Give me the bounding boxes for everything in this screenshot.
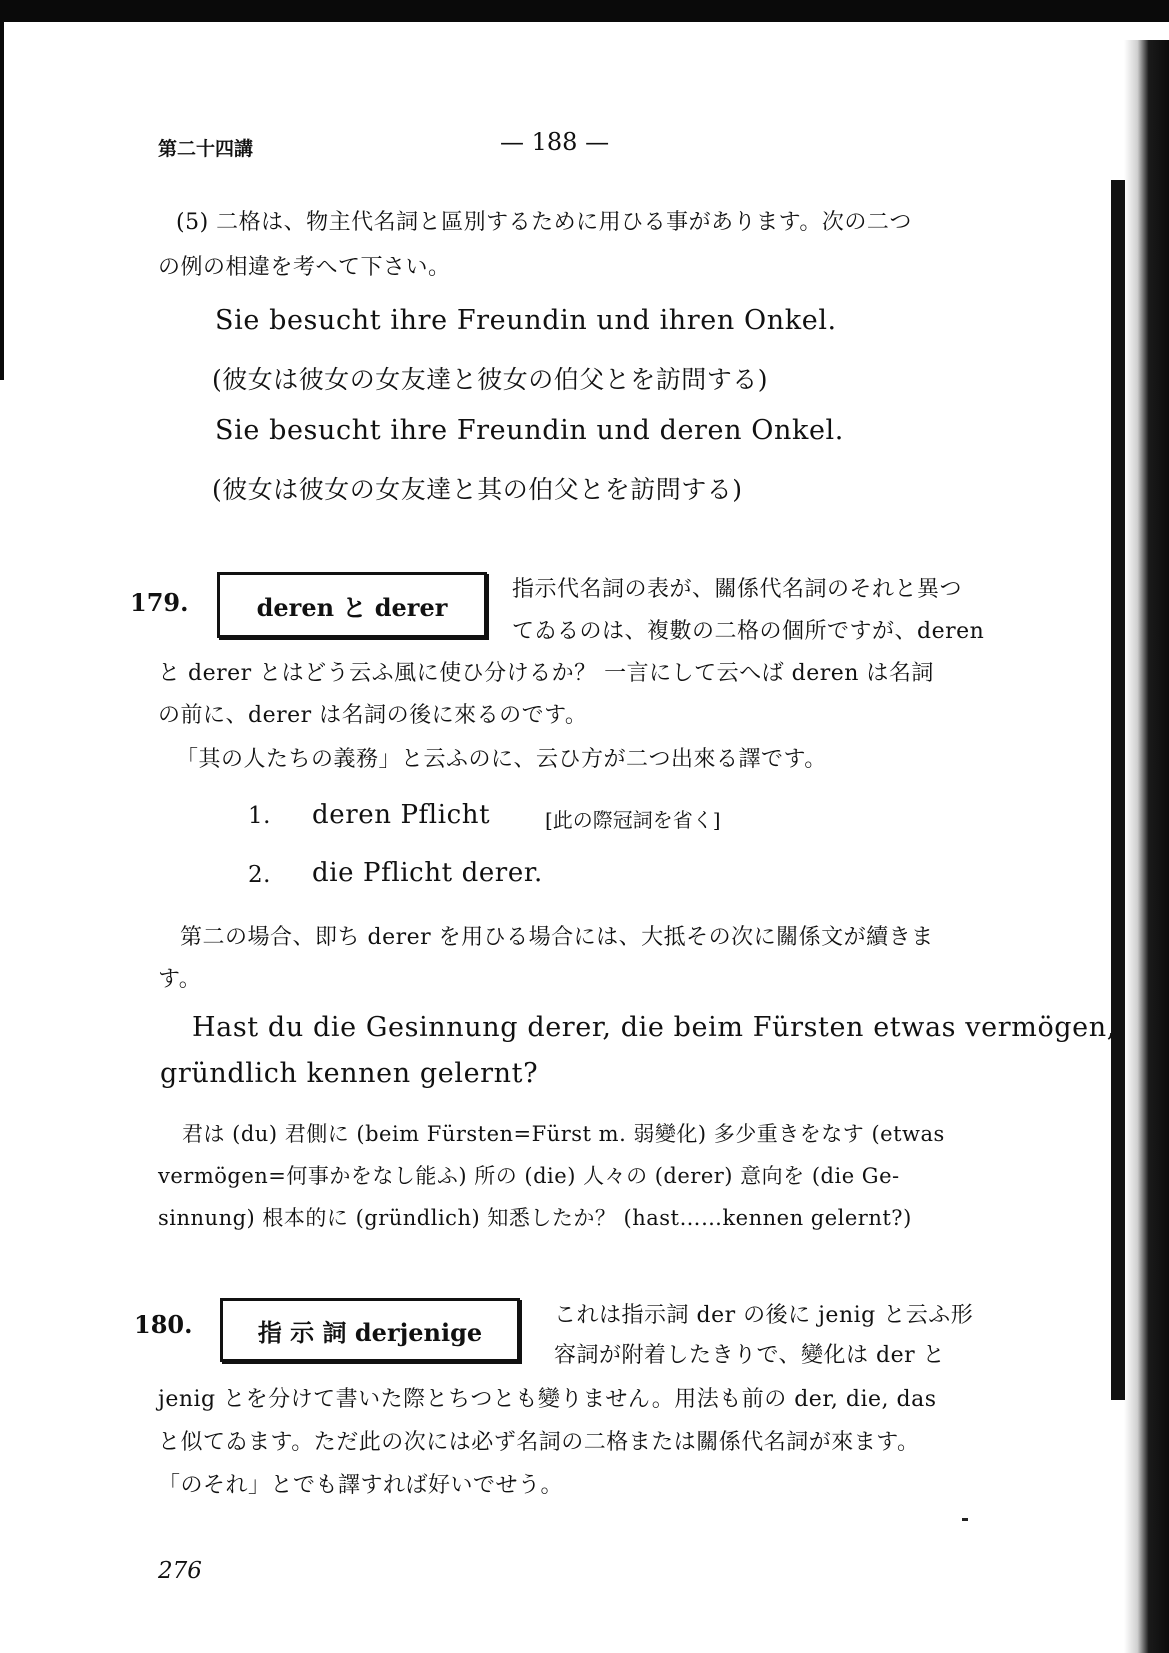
example-translation: (彼女は彼女の女友達と彼女の伯父とを訪問する) <box>212 365 769 394</box>
gloss-line: 君は (du) 君側に (beim Fürsten=Fürst m. 弱變化) 多少重きをなす (etwas <box>182 1122 945 1146</box>
example-german: Hast du die Gesinnung derer, die beim Fürsten etwas vermögen, <box>192 1012 1116 1043</box>
scan-spine-shadow <box>1111 180 1125 1400</box>
list-item-number: 2. <box>248 862 271 888</box>
list-item-number: 1. <box>248 803 271 829</box>
paragraph-line: 「のそれ」とでも譯すれば好いでせう。 <box>158 1473 564 1498</box>
ink-speck <box>962 1518 968 1521</box>
example-german: gründlich kennen gelernt? <box>160 1058 539 1089</box>
example-german: Sie besucht ihre Freundin und ihren Onkel. <box>215 305 837 336</box>
list-item-note: [此の際冠詞を省く] <box>545 808 721 832</box>
paragraph-line: と derer とはどう云ふ風に使ひ分けるか？ 一言にして云へば deren は名詞 <box>158 661 934 686</box>
paragraph-line: 容詞が附着したきりで、變化は der と <box>554 1343 946 1368</box>
section-title: deren と derer <box>256 592 448 622</box>
scan-right-edge <box>1124 40 1169 1653</box>
paragraph-line: の前に、derer は名詞の後に來るのです。 <box>158 703 588 728</box>
gloss-line: sinnung) 根本的に (gründlich) 知悉したか？ (hast……kennen gelernt?) <box>158 1206 912 1230</box>
paragraph-line: てゐるのは、複數の二格の個所ですが、deren <box>512 619 985 644</box>
page-number-header: — 188 — <box>500 128 610 156</box>
example-german: Sie besucht ihre Freundin und deren Onkel. <box>215 415 844 446</box>
list-item-text: die Pflicht derer. <box>312 858 543 888</box>
paragraph-line: 「其の人たちの義務」と云ふのに、云ひ方が二つ出來る譯です。 <box>176 747 827 772</box>
section-title-box <box>220 1298 520 1362</box>
paragraph-line: 第二の場合、即ち derer を用ひる場合には、大抵その次に關係文が續きま <box>180 925 934 950</box>
section-number: 179. <box>130 588 189 617</box>
paragraph-line: これは指示詞 der の後に jenig と云ふ形 <box>554 1303 974 1328</box>
section-title: 指 示 詞 derjenige <box>257 1317 483 1347</box>
paragraph-line: と似てゐます。ただ此の次には必ず名詞の二格または關係代名詞が來ます。 <box>158 1430 920 1455</box>
paragraph-line: の例の相違を考へて下さい。 <box>158 255 451 280</box>
scan-top-border <box>0 0 1169 22</box>
paragraph-line: (5) 二格は、物主代名詞と區別するために用ひる事があります。次の二つ <box>176 210 912 235</box>
chapter-heading: 第二十四講 <box>158 138 254 160</box>
scan-left-border <box>0 0 4 380</box>
gloss-line: vermögen=何事かをなし能ふ) 所の (die) 人々の (derer) 意向を (die Ge- <box>158 1164 900 1188</box>
example-translation: (彼女は彼女の女友達と其の伯父とを訪問する) <box>212 475 743 504</box>
paragraph-line: す。 <box>158 967 202 992</box>
paragraph-line: 指示代名詞の表が、關係代名詞のそれと異つ <box>512 577 963 602</box>
section-number: 180. <box>134 1310 193 1339</box>
page-number-footer: 276 <box>158 1558 202 1584</box>
section-title-box <box>217 572 487 638</box>
paragraph-line: jenig とを分けて書いた際とちつとも變りません。用法も前の der, die, das <box>158 1387 937 1412</box>
list-item-text: deren Pflicht <box>312 800 491 830</box>
